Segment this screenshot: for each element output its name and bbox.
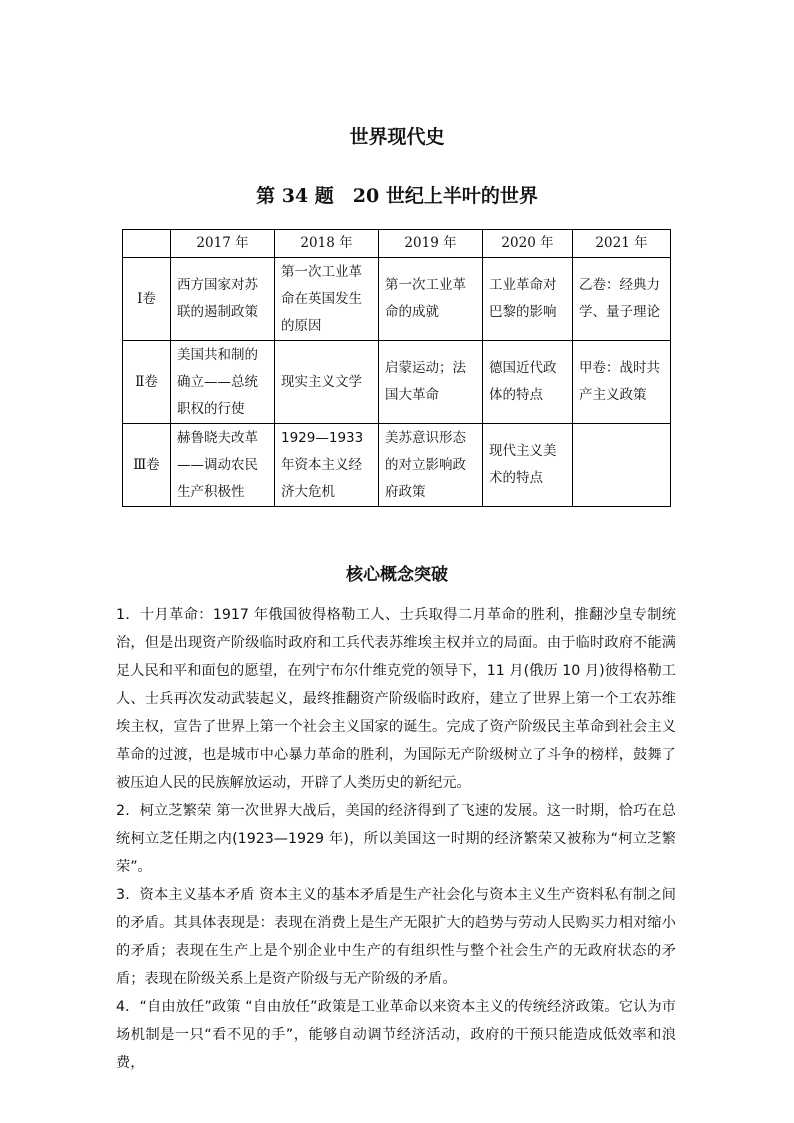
table-header-row (123, 230, 671, 258)
concept-list (116, 601, 676, 1077)
table-row (123, 341, 671, 424)
row-label: Ⅲ卷 (123, 424, 171, 507)
table-row (123, 424, 671, 507)
row-label: Ⅰ卷 (123, 258, 171, 341)
row-label: Ⅱ卷 (123, 341, 171, 424)
table-header-cell: 2020 年 (483, 230, 573, 258)
table-cell: 德国近代政体的特点 (483, 341, 573, 424)
table-cell: 美苏意识形态的对立影响政府政策 (379, 424, 483, 507)
table-cell: 西方国家对苏联的遏制政策 (171, 258, 275, 341)
table-row (123, 258, 671, 341)
table-cell: 乙卷：经典力学、量子理论 (573, 258, 671, 341)
concept-paragraph: 4．“自由放任”政策 “自由放任”政策是工业革命以来资本主义的传统经济政策。它认为市场机制是一只“看不见的手”，能够自动调节经济活动，政府的干预只能造成低效率和浪费， (116, 999, 676, 1071)
table-header-cell: 2021 年 (573, 230, 671, 258)
table-header-cell: 2018 年 (275, 230, 379, 258)
question-title: 第 34 题 20 世纪上半叶的世界 (256, 185, 538, 207)
page-title: 世界现代史 (349, 126, 445, 148)
table-cell: 第一次工业革命在英国发生的原因 (275, 258, 379, 341)
concept-paragraph: 3．资本主义基本矛盾 资本主义的基本矛盾是生产社会化与资本主义生产资料私有制之间的矛盾。其具体表现是：表现在消费上是生产无限扩大的趋势与劳动人民购买力相对缩小的矛盾；表现在生产上是个别企业中生产的有组织性与整个社会生产的无政府状态的矛盾；表现在阶级关系上是资产阶级与无产阶级的矛盾。 (116, 887, 676, 987)
table-cell: 美国共和制的确立——总统职权的行使 (171, 341, 275, 424)
table-header-cell: 2019 年 (379, 230, 483, 258)
table-cell: 启蒙运动；法国大革命 (379, 341, 483, 424)
section-heading: 核心概念突破 (346, 565, 448, 585)
exam-topic-table (122, 229, 671, 507)
table-header-cell (123, 230, 171, 258)
concept-paragraph: 2．柯立芝繁荣 第一次世界大战后，美国的经济得到了飞速的发展。这一时期，恰巧在总统柯立芝任期之内(1923—1929 年)，所以美国这一时期的经济繁荣又被称为“柯立芝繁荣”。 (116, 803, 676, 875)
table-cell: 现实主义文学 (275, 341, 379, 424)
table-header-cell: 2017 年 (171, 230, 275, 258)
concept-paragraph: 1．十月革命：1917 年俄国彼得格勒工人、士兵取得二月革命的胜利，推翻沙皇专制统治，但是出现资产阶级临时政府和工兵代表苏维埃主权并立的局面。由于临时政府不能满足人民和平和面包的愿望，在列宁布尔什维克党的领导下，11 月(俄历 10 月)彼得格勒工人、士兵再次发动武装起义，最终推翻资产阶级临时政府，建立了世界上第一个工农苏维埃主权，宣告了世界上第一个社会主义国家的诞生。完成了资产阶级民主革命到社会主义革命的过渡，也是城市中心暴力革命的胜利，为国际无产阶级树立了斗争的榜样，鼓舞了被压迫人民的民族解放运动，开辟了人类历史的新纪元。 (116, 607, 676, 791)
table-cell: 现代主义美术的特点 (483, 424, 573, 507)
table-cell: 工业革命对巴黎的影响 (483, 258, 573, 341)
table-cell (573, 424, 671, 507)
table-cell: 1929—1933 年资本主义经济大危机 (275, 424, 379, 507)
table-cell: 赫鲁晓夫改革——调动农民生产积极性 (171, 424, 275, 507)
table-cell: 第一次工业革命的成就 (379, 258, 483, 341)
table-cell: 甲卷：战时共产主义政策 (573, 341, 671, 424)
